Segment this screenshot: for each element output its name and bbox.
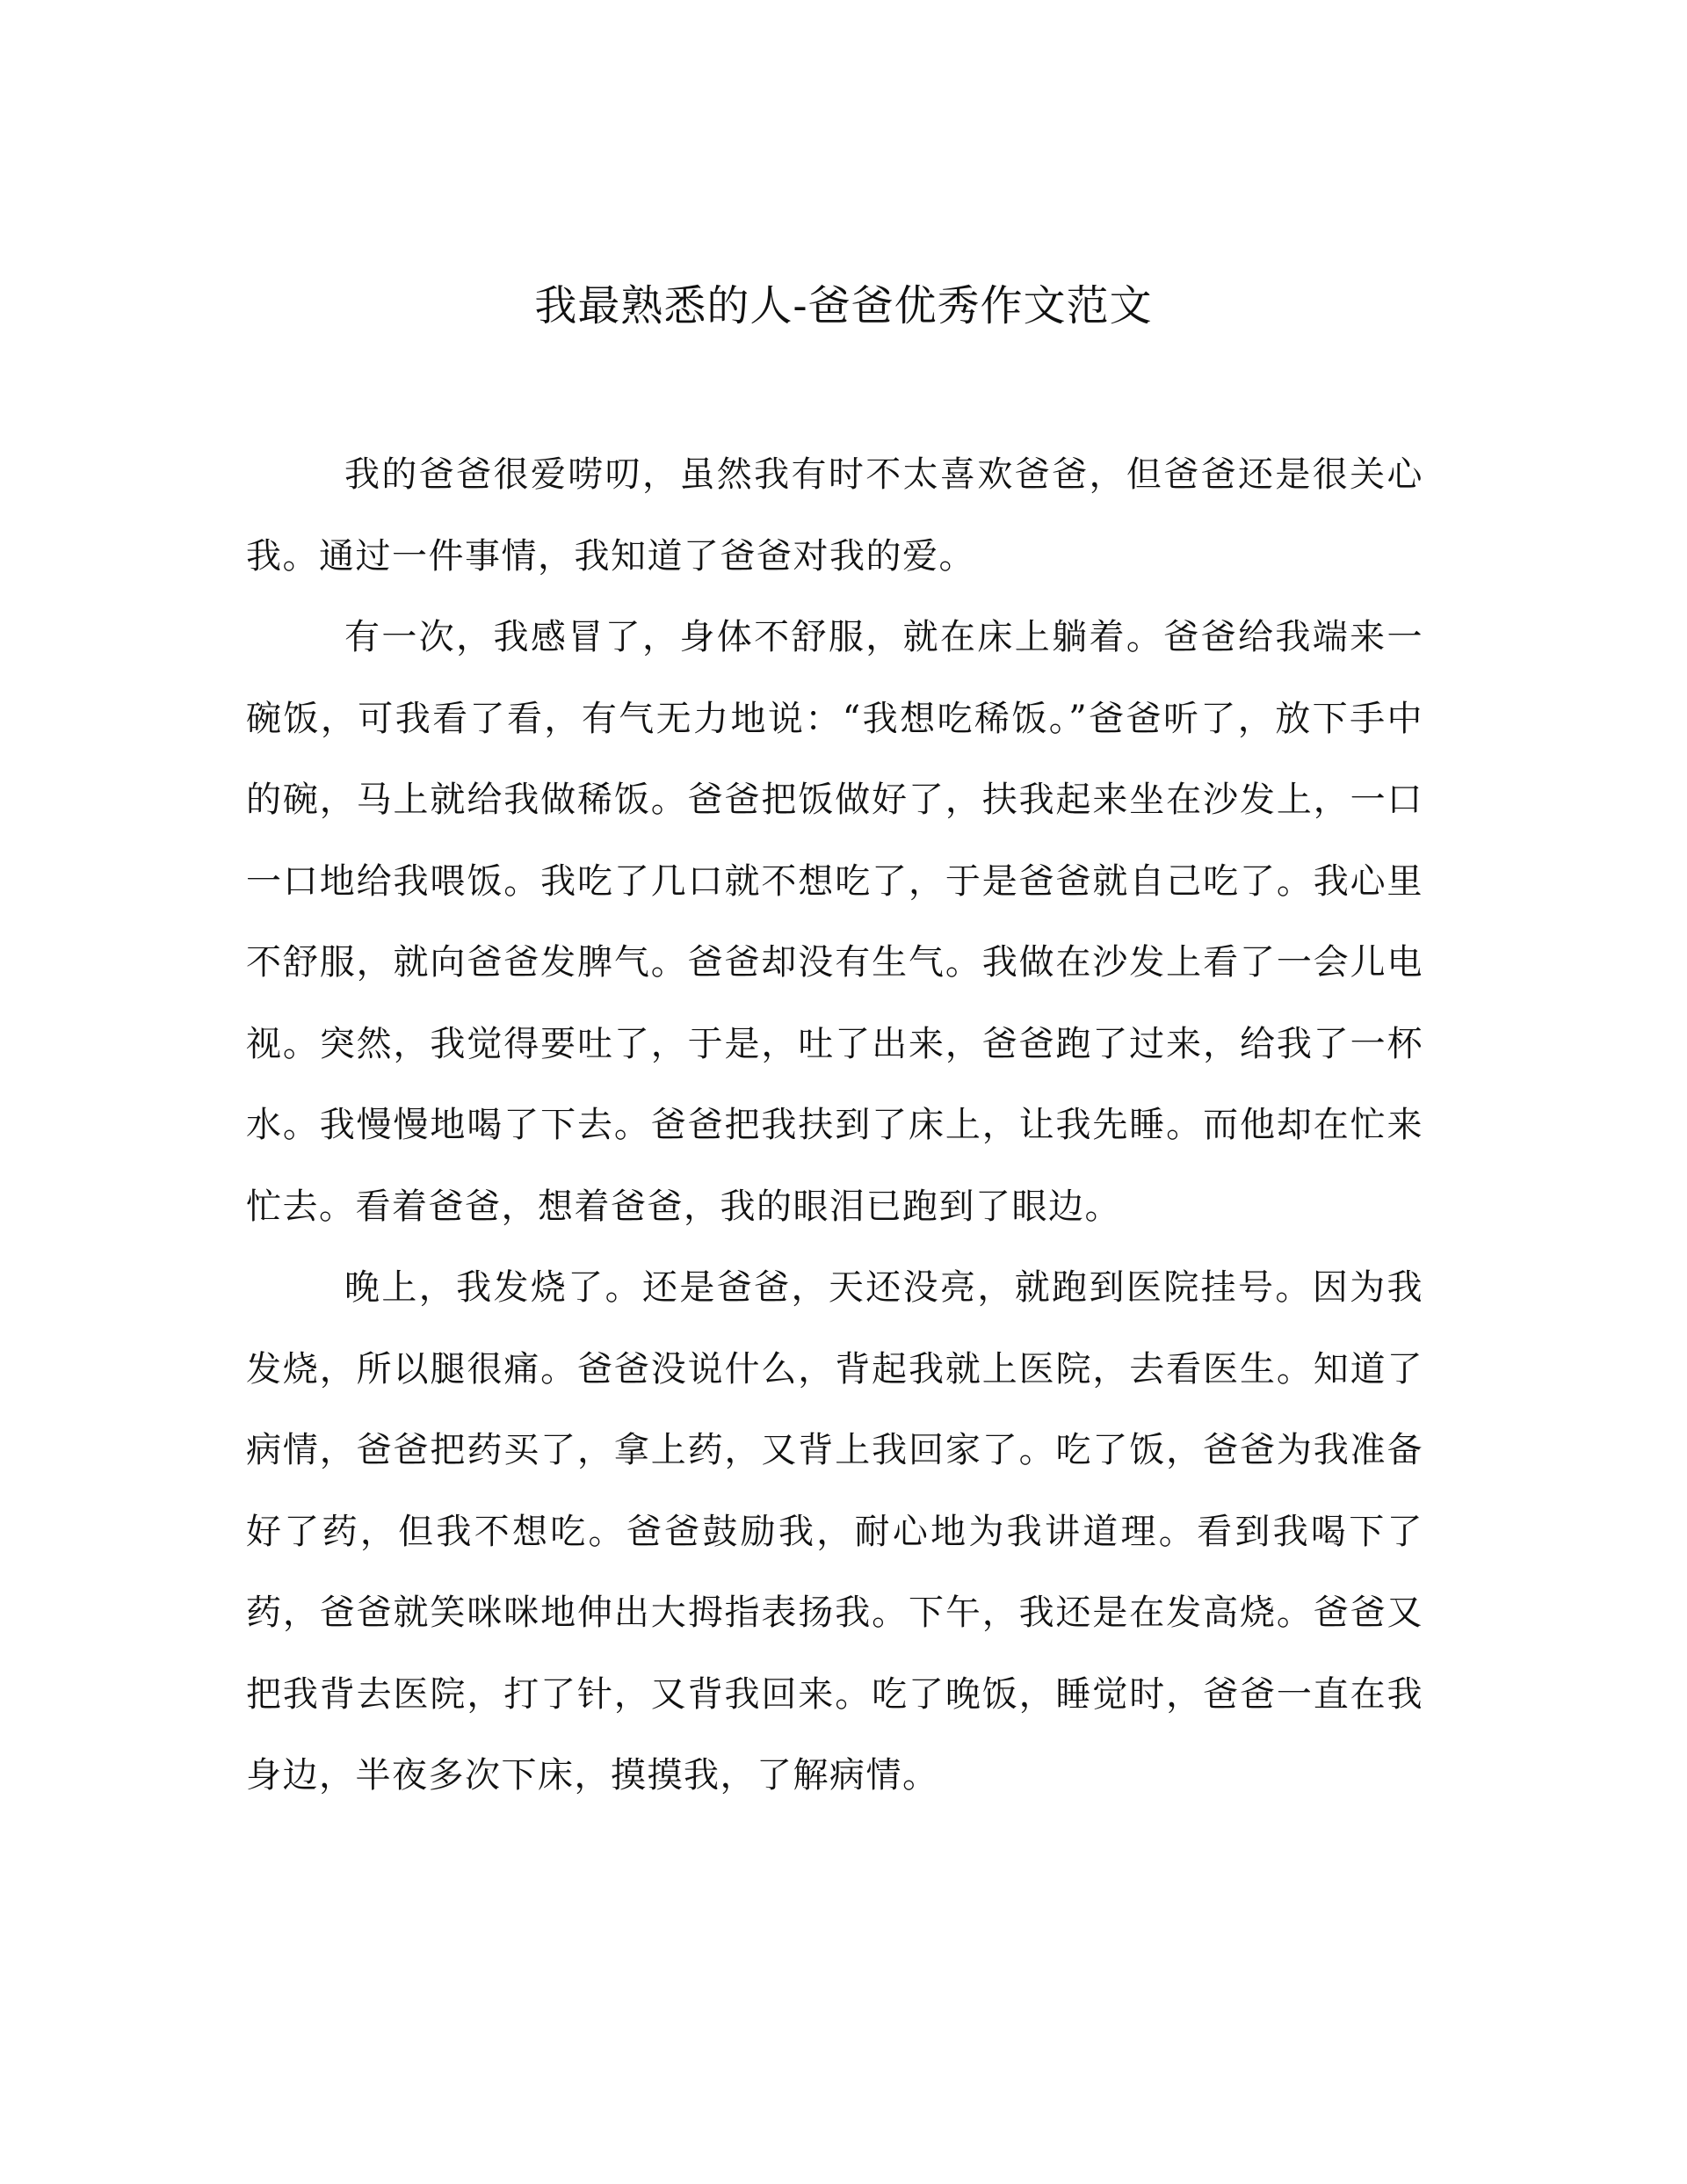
paragraph-1: 我的爸爸很爱唠叨，虽然我有时不太喜欢爸爸，但爸爸还是很关心我。通过一件事情，我知道了爸爸对我的爱。	[246, 454, 1423, 577]
paragraph-3: 晚上，我发烧了。还是爸爸，天还没亮，就跑到医院挂号。因为我发烧，所以腿很痛。爸爸没说什么，背起我就上医院，去看医生。知道了病情，爸爸把药买了，拿上药，又背上我回家了。吃了饭，爸爸为我准备好了药，但我不想吃。爸爸鼓励我，耐心地为我讲道理。看到我喝下了药，爸爸就笑咪咪地伸出大拇指表扬我。下午，我还是在发高烧。爸爸又把我背去医院，打了针，又背我回来。吃了晚饭，睡觉时，爸爸一直在我身边，半夜多次下床，摸摸我，了解病情。	[246, 1267, 1423, 1796]
document-title: 我最熟悉的人-爸爸优秀作文范文	[534, 281, 1153, 330]
paragraph-2: 有一次，我感冒了，身体不舒服，就在床上躺着。爸爸给我端来一碗饭，可我看了看，有气无力地说：“我想吃稀饭。”爸爸听了，放下手中的碗，马上就给我做稀饭。爸爸把饭做好了，扶我起来坐在沙发上，一口一口地给我喂饭。我吃了几口就不想吃了，于是爸爸就自己吃了。我心里不舒服，就向爸爸发脾气。爸爸却没有生气。我做在沙发上看了一会儿电视。突然，我觉得要吐了，于是，吐了出来，爸爸跑了过来，给我了一杯水。我慢慢地喝了下去。爸爸把我扶到了床上，让我先睡。而他却在忙来忙去。看着爸爸，想着爸爸，我的眼泪已跑到了眼边。	[246, 617, 1423, 1227]
document-body	[246, 434, 1423, 1817]
